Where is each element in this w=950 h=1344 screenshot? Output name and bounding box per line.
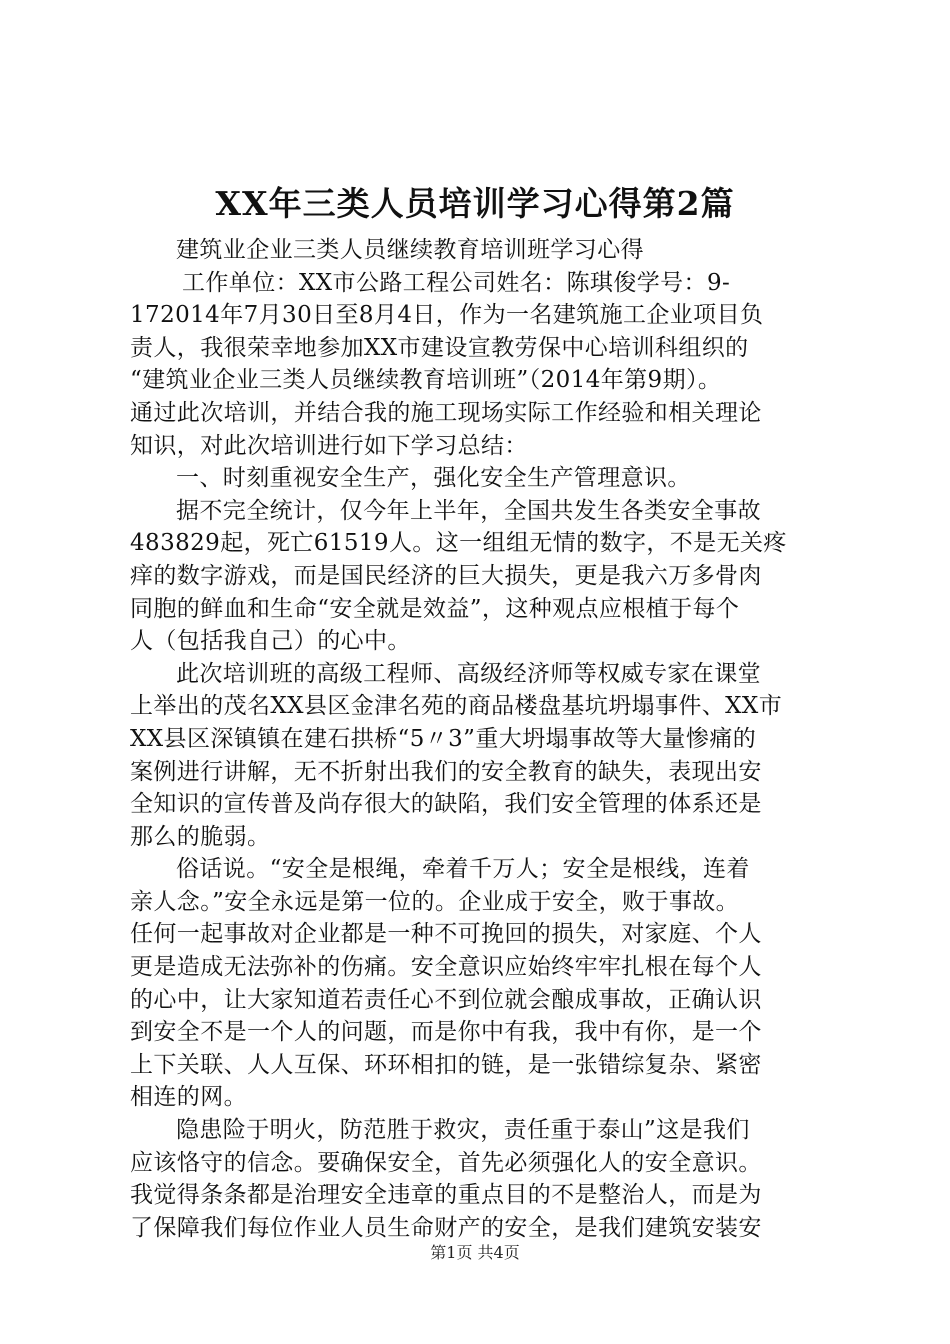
body-line: 工作单位：XX市公路工程公司姓名：陈琪俊学号：9- [182,269,731,296]
body-line: 172014年7月30日至8月4日，作为一名建筑施工企业项目负 [130,302,764,329]
body-line: 人（包括我自己）的心中。 [130,628,411,655]
body-line: 的心中，让大家知道若责任心不到位就会酿成事故，正确认识 [130,986,762,1013]
body-line: 上下关联、人人互保、环环相扣的链，是一张错综复杂、紧密 [130,1051,762,1078]
body-line: 483829起，死亡61519人。这一组组无情的数字，不是无关疼 [130,530,787,557]
page-footer: 第1页 共4页 [430,1243,520,1262]
body-line: 应该恪守的信念。要确保安全，首先必须强化人的安全意识。 [130,1149,762,1176]
section-heading: 一、时刻重视安全生产，强化安全生产管理意识。 [176,465,691,492]
document-title: XX年三类人员培训学习心得第2篇 [215,184,735,223]
body-line: 全知识的宣传普及尚存很大的缺陷，我们安全管理的体系还是 [130,791,762,818]
body-line: 我觉得条条都是治理安全违章的重点目的不是整治人，而是为 [130,1182,762,1209]
body-line: 据不完全统计，仅今年上半年，全国共发生各类安全事故 [176,497,761,524]
body-line: 俗话说。“安全是根绳，牵着千万人；安全是根线，连着 [176,856,750,883]
body-line: 隐患险于明火，防范胜于救灾，责任重于泰山”这是我们 [176,1117,750,1144]
body-line: 任何一起事故对企业都是一种不可挽回的损失，对家庭、个人 [130,921,762,948]
body-line: 相连的网。 [130,1084,247,1111]
subtitle-line: 建筑业企业三类人员继续教育培训班学习心得 [176,237,644,263]
document-body [130,234,830,1244]
body-line: 痒的数字游戏，而是国民经济的巨大损失，更是我六万多骨肉 [130,562,762,589]
body-line: 责人，我很荣幸地参加XX市建设宣教劳保中心培训科组织的 [130,334,749,361]
body-line: 了保障我们每位作业人员生命财产的安全，是我们建筑安装安 [130,1214,762,1241]
body-line: 通过此次培训，并结合我的施工现场实际工作经验和相关理论 [130,399,762,426]
body-line: XX县区深镇镇在建石拱桥“5〃3”重大坍塌事故等大量惨痛的 [130,725,757,752]
body-line: 更是造成无法弥补的伤痛。安全意识应始终牢牢扎根在每个人 [130,954,762,981]
body-line: 案例进行讲解，无不折射出我们的安全教育的缺失，表现出安 [130,758,762,785]
body-line: 到安全不是一个人的问题，而是你中有我，我中有你，是一个 [130,1019,762,1046]
body-line: 同胞的鲜血和生命“安全就是效益”，这种观点应根植于每个 [130,595,740,622]
body-line: 那么的脆弱。 [130,823,271,850]
body-line: 上举出的茂名XX县区金津名苑的商品楼盘基坑坍塌事件、XX市 [130,693,783,720]
body-line: 知识，对此次培训进行如下学习总结： [130,432,528,459]
body-line: 亲人念。”安全永远是第一位的。企业成于安全，败于事故。 [130,888,740,915]
body-line: 此次培训班的高级工程师、高级经济师等权威专家在课堂 [176,660,761,687]
body-line: “建筑业企业三类人员继续教育培训班”（2014年第9期）。 [130,367,722,394]
